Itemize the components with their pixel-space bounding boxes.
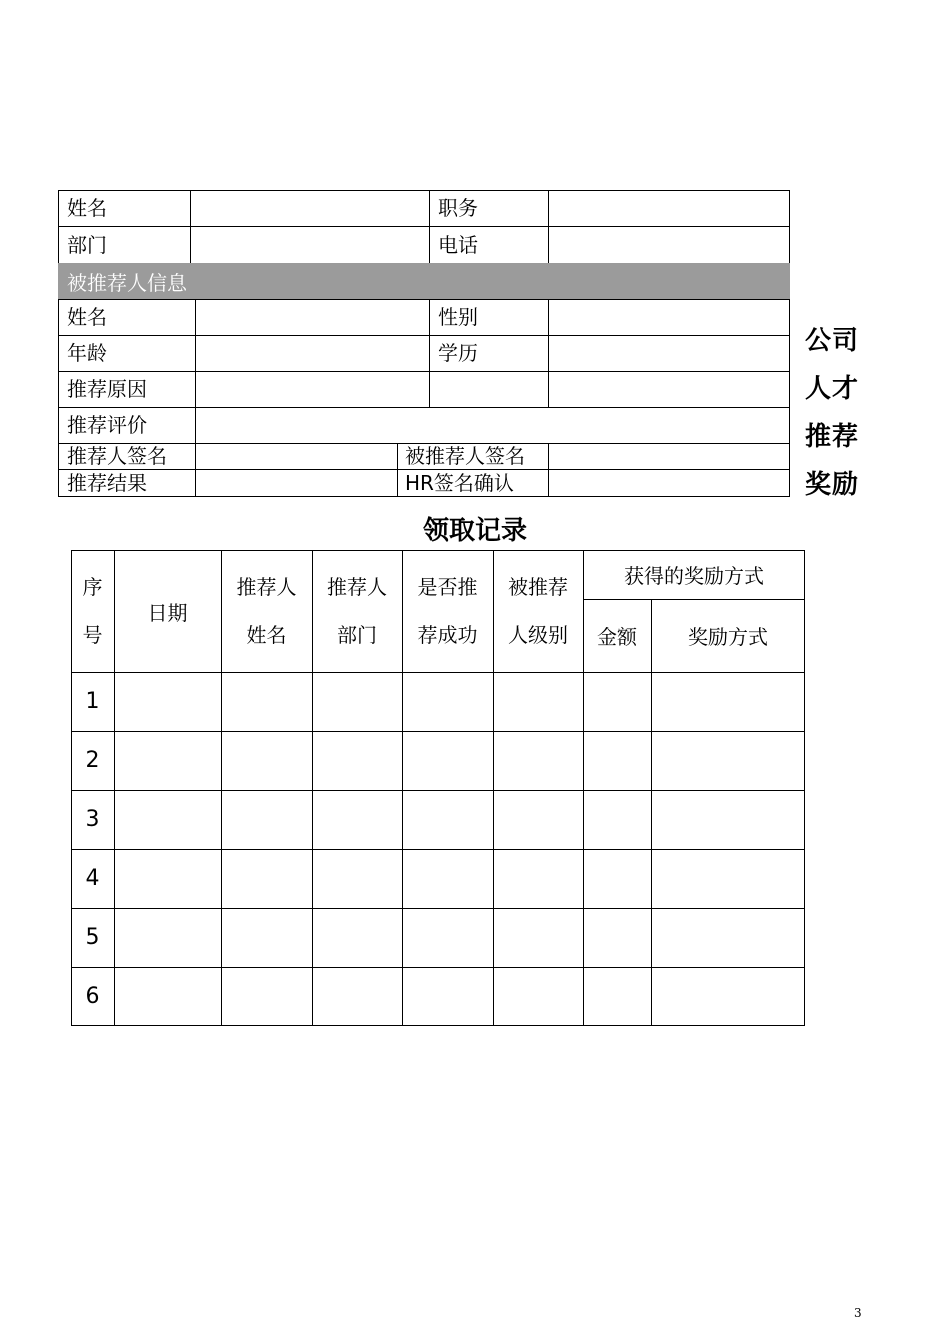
reason-field-extra[interactable] xyxy=(548,371,789,407)
side-title-line: 公司 xyxy=(805,326,860,356)
side-title-line: 推荐 xyxy=(805,422,860,452)
age-label: 年龄 xyxy=(67,341,107,365)
result-label: 推荐结果 xyxy=(67,470,147,495)
dept-field[interactable] xyxy=(190,226,429,263)
referrer-sign-field[interactable] xyxy=(195,443,397,469)
row-number: 2 xyxy=(85,748,100,773)
header-seq-line1: 序 xyxy=(82,575,103,599)
header-reward-method: 奖励方式 xyxy=(688,625,768,649)
phone-field[interactable] xyxy=(548,226,789,263)
name-label: 姓名 xyxy=(67,196,107,220)
reason-field-extra[interactable] xyxy=(429,371,548,407)
row-line xyxy=(71,790,805,791)
row-number: 4 xyxy=(85,866,100,891)
header-success xyxy=(402,550,493,672)
candidate-name-label: 姓名 xyxy=(67,305,107,329)
candidate-sign-label: 被推荐人签名 xyxy=(405,444,525,468)
education-label: 学历 xyxy=(438,341,478,365)
header-reward-group: 获得的奖励方式 xyxy=(624,564,764,588)
reward-record-table xyxy=(71,550,805,1026)
header-success-line1: 是否推 xyxy=(417,575,478,599)
hr-confirm-label: HR签名确认 xyxy=(405,470,514,495)
age-field[interactable] xyxy=(195,335,429,371)
name-field[interactable] xyxy=(190,190,429,226)
education-field[interactable] xyxy=(548,335,789,371)
candidate-info-section: 被推荐人信息 xyxy=(58,263,790,299)
side-title-line: 人才 xyxy=(805,374,860,404)
header-referrer-dept-line2: 部门 xyxy=(337,623,377,647)
phone-label: 电话 xyxy=(438,232,478,257)
side-title-line: 奖励 xyxy=(805,470,860,500)
referral-form-table xyxy=(58,190,790,497)
row-line xyxy=(71,908,805,909)
header-success-line2: 荐成功 xyxy=(417,623,478,647)
page-number: 3 xyxy=(854,1306,862,1320)
position-field[interactable] xyxy=(548,190,789,226)
position-label: 职务 xyxy=(438,196,478,220)
gender-label: 性别 xyxy=(438,305,478,329)
referrer-sign-label: 推荐人签名 xyxy=(67,444,167,468)
header-referrer-dept xyxy=(312,550,402,672)
row-number: 6 xyxy=(85,983,100,1009)
row-number: 5 xyxy=(85,925,100,950)
reason-field[interactable] xyxy=(195,371,429,407)
header-referrer-name xyxy=(221,550,312,672)
header-seq-line2: 号 xyxy=(82,623,103,647)
header-amount: 金额 xyxy=(597,625,637,649)
evaluation-field[interactable] xyxy=(195,407,789,443)
header-referrer-dept-line1: 推荐人 xyxy=(327,575,387,599)
header-level-line1: 被推荐 xyxy=(508,575,568,599)
row-line xyxy=(71,731,805,732)
row-line xyxy=(71,672,805,673)
reason-label: 推荐原因 xyxy=(67,377,147,401)
row-number: 1 xyxy=(85,689,100,714)
dept-label: 部门 xyxy=(67,232,107,257)
border-line xyxy=(789,190,790,497)
row-number: 3 xyxy=(85,807,100,832)
record-title: 领取记录 xyxy=(422,516,527,546)
evaluation-label: 推荐评价 xyxy=(67,413,147,437)
header-date: 日期 xyxy=(147,600,188,625)
candidate-name-field[interactable] xyxy=(195,299,429,335)
header-candidate-level xyxy=(493,550,583,672)
border-line xyxy=(71,1025,805,1026)
row-line xyxy=(71,849,805,850)
row-line xyxy=(71,967,805,968)
header-level-line2: 人级别 xyxy=(508,623,568,647)
candidate-sign-field[interactable] xyxy=(548,443,789,469)
header-referrer-name-line2: 姓名 xyxy=(246,623,287,647)
header-seq xyxy=(71,550,114,672)
border-line xyxy=(58,496,790,497)
gender-field[interactable] xyxy=(548,299,789,335)
result-field[interactable] xyxy=(195,469,397,496)
header-referrer-name-line1: 推荐人 xyxy=(236,575,297,599)
hr-confirm-field[interactable] xyxy=(548,469,789,496)
